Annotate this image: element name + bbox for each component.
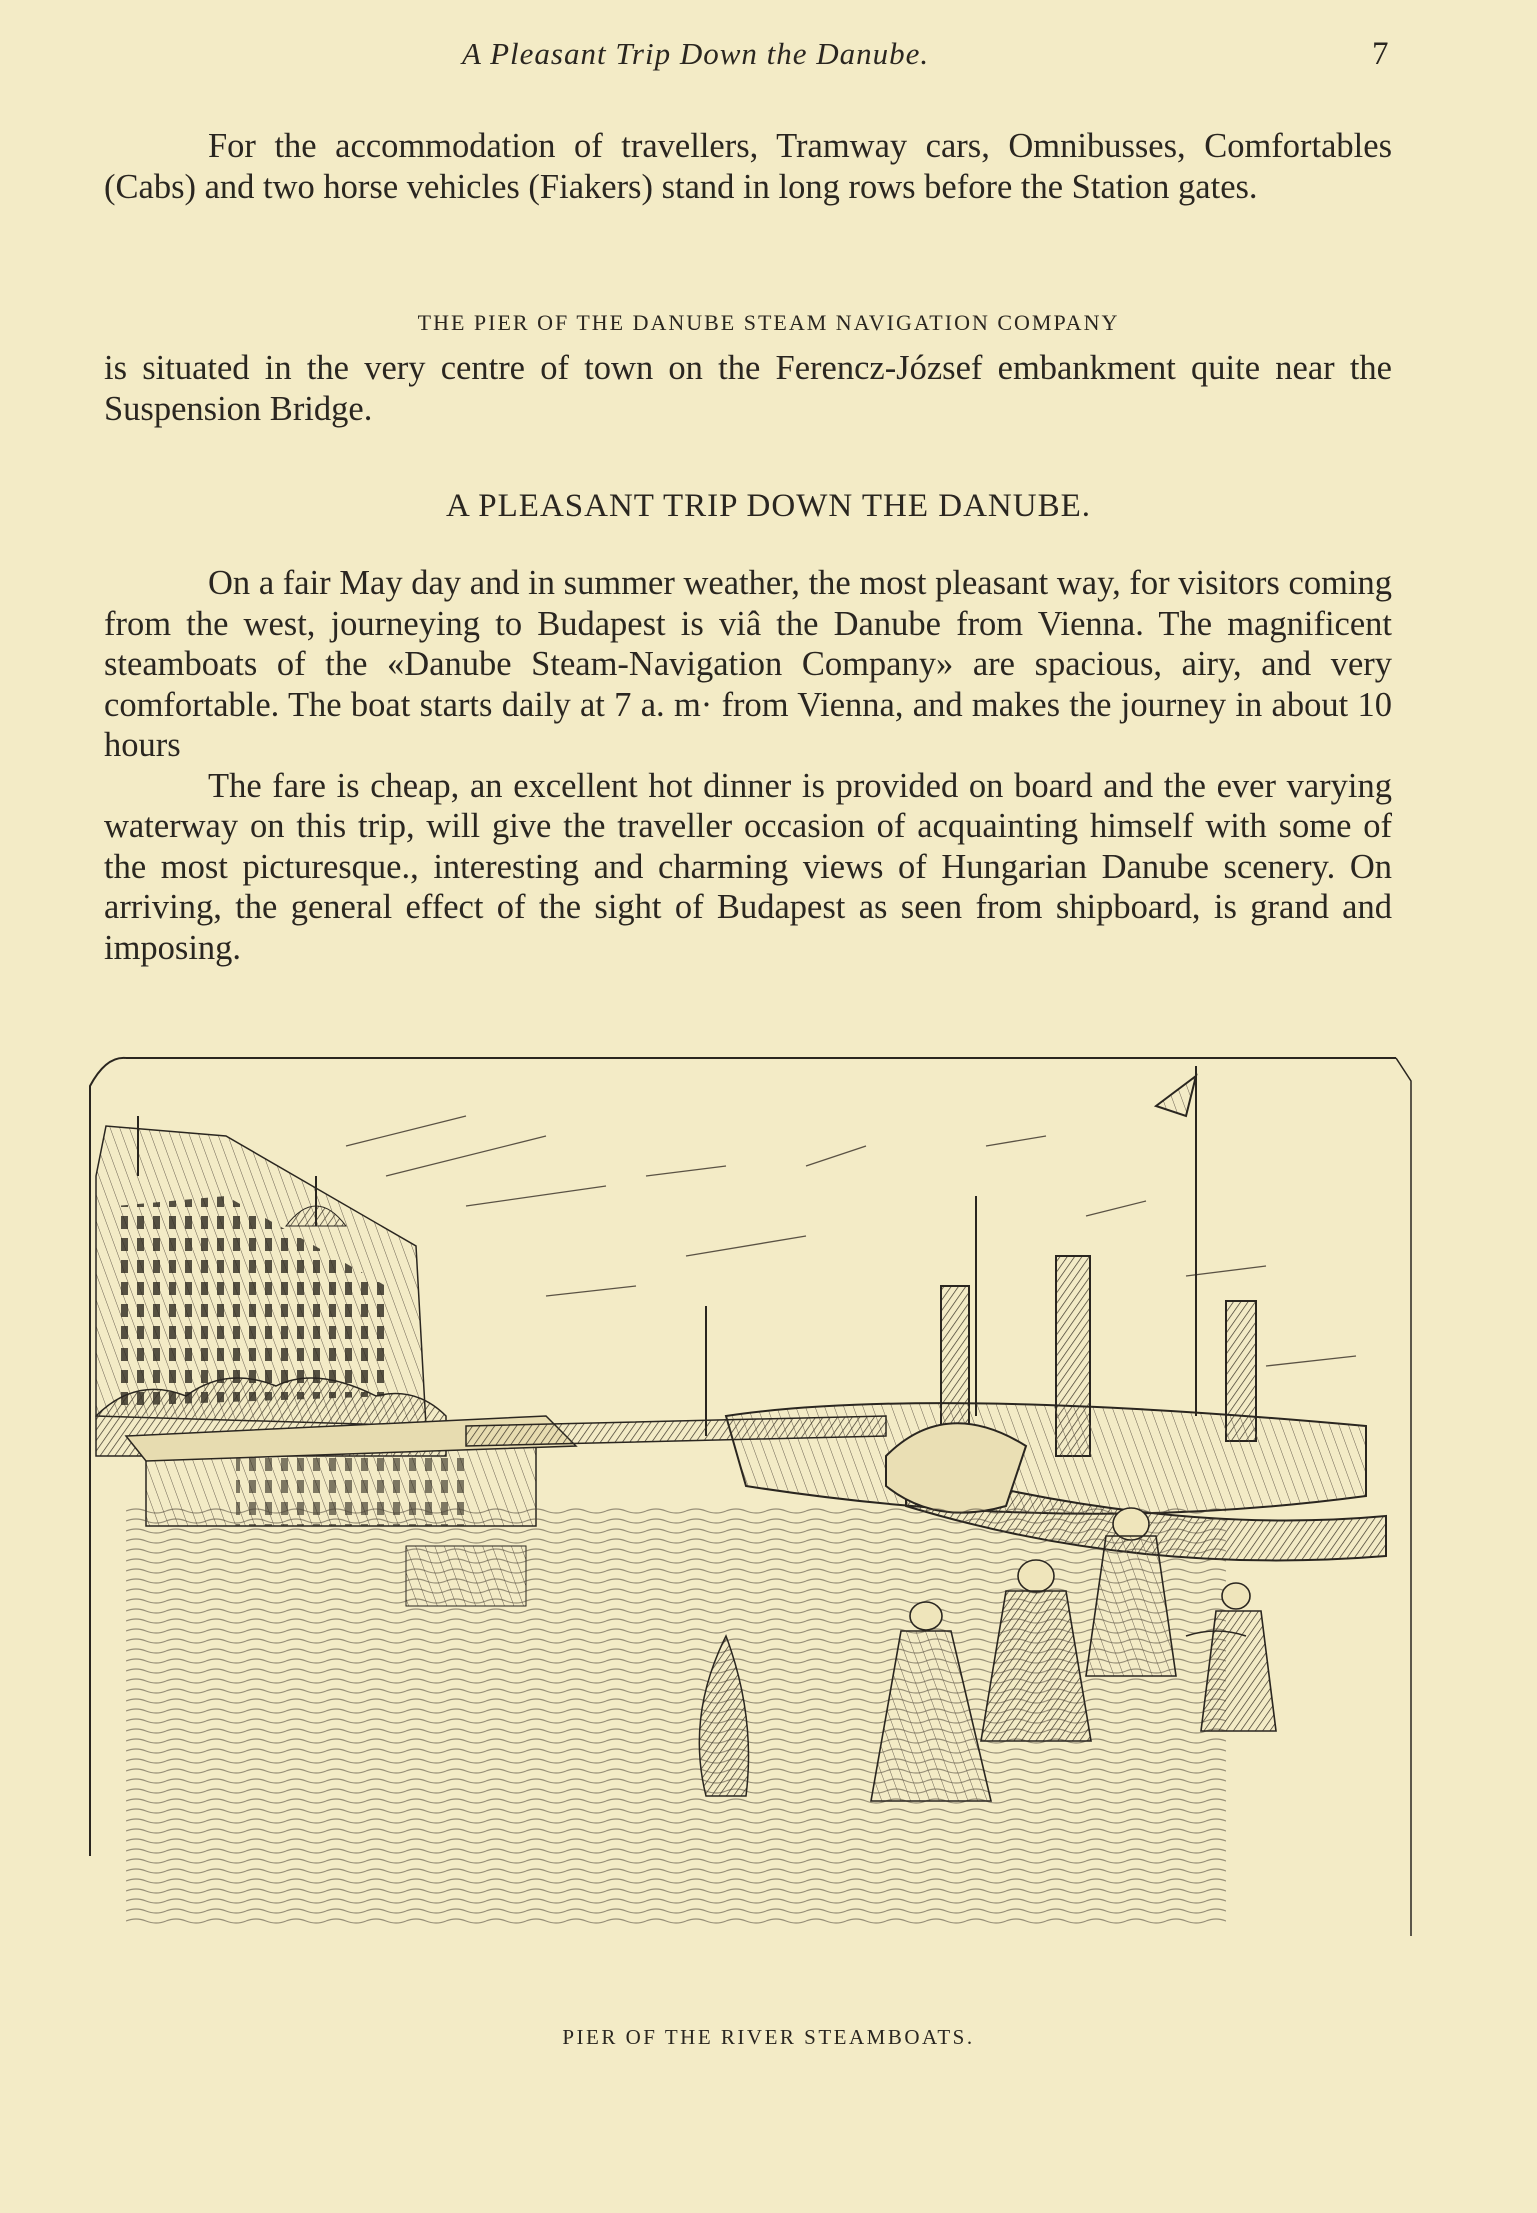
steamboat-pier-illustration <box>86 1036 1416 2016</box>
trip-block <box>104 563 1392 968</box>
engraving-image <box>86 1036 1416 2016</box>
pier-heading: THE PIER OF THE DANUBE STEAM NAVIGATION COMPANY <box>417 310 1120 335</box>
pier-paragraph: is situated in the very centre of town on the Ferencz-József embankment quite near the Suspension Bridge. <box>104 349 1392 428</box>
running-title: A Pleasant Trip Down the Danube. <box>462 36 930 71</box>
intro-block <box>104 126 1392 207</box>
section-title: A PLEASANT TRIP DOWN THE DANUBE. <box>446 488 1091 524</box>
trip-paragraph-2: The fare is cheap, an excellent hot dinner is provided on board and the ever varying waterway on this trip, will give the traveller occasion of acquainting himself with some of the most picturesque., interesting and charming views of Hungarian Danube scenery. On arriving, the general effect of the sight of Budapest as seen from shipboard, is grand and imposing. <box>104 766 1392 967</box>
pier-block <box>104 348 1392 429</box>
intro-paragraph: For the accommodation of travellers, Tramway cars, Omnibusses, Comfortables (Cabs) and two horse vehicles (Fiakers) stand in long rows before the Station gates. <box>104 127 1392 206</box>
page-number: 7 <box>1372 36 1390 72</box>
trip-paragraph-1: On a fair May day and in summer weather, the most pleasant way, for visitors coming from the west, journeying to Budapest is viâ the Danube from Vienna. The magnificent steamboats of the «Danube Steam-Navigation Company» are spacious, airy, and very comfortable. The boat starts daily at 7 a. m· from Vienna, and makes the journey in about 10 hours <box>104 564 1392 764</box>
figure-caption: PIER OF THE RIVER STEAMBOATS. <box>562 2025 975 2049</box>
